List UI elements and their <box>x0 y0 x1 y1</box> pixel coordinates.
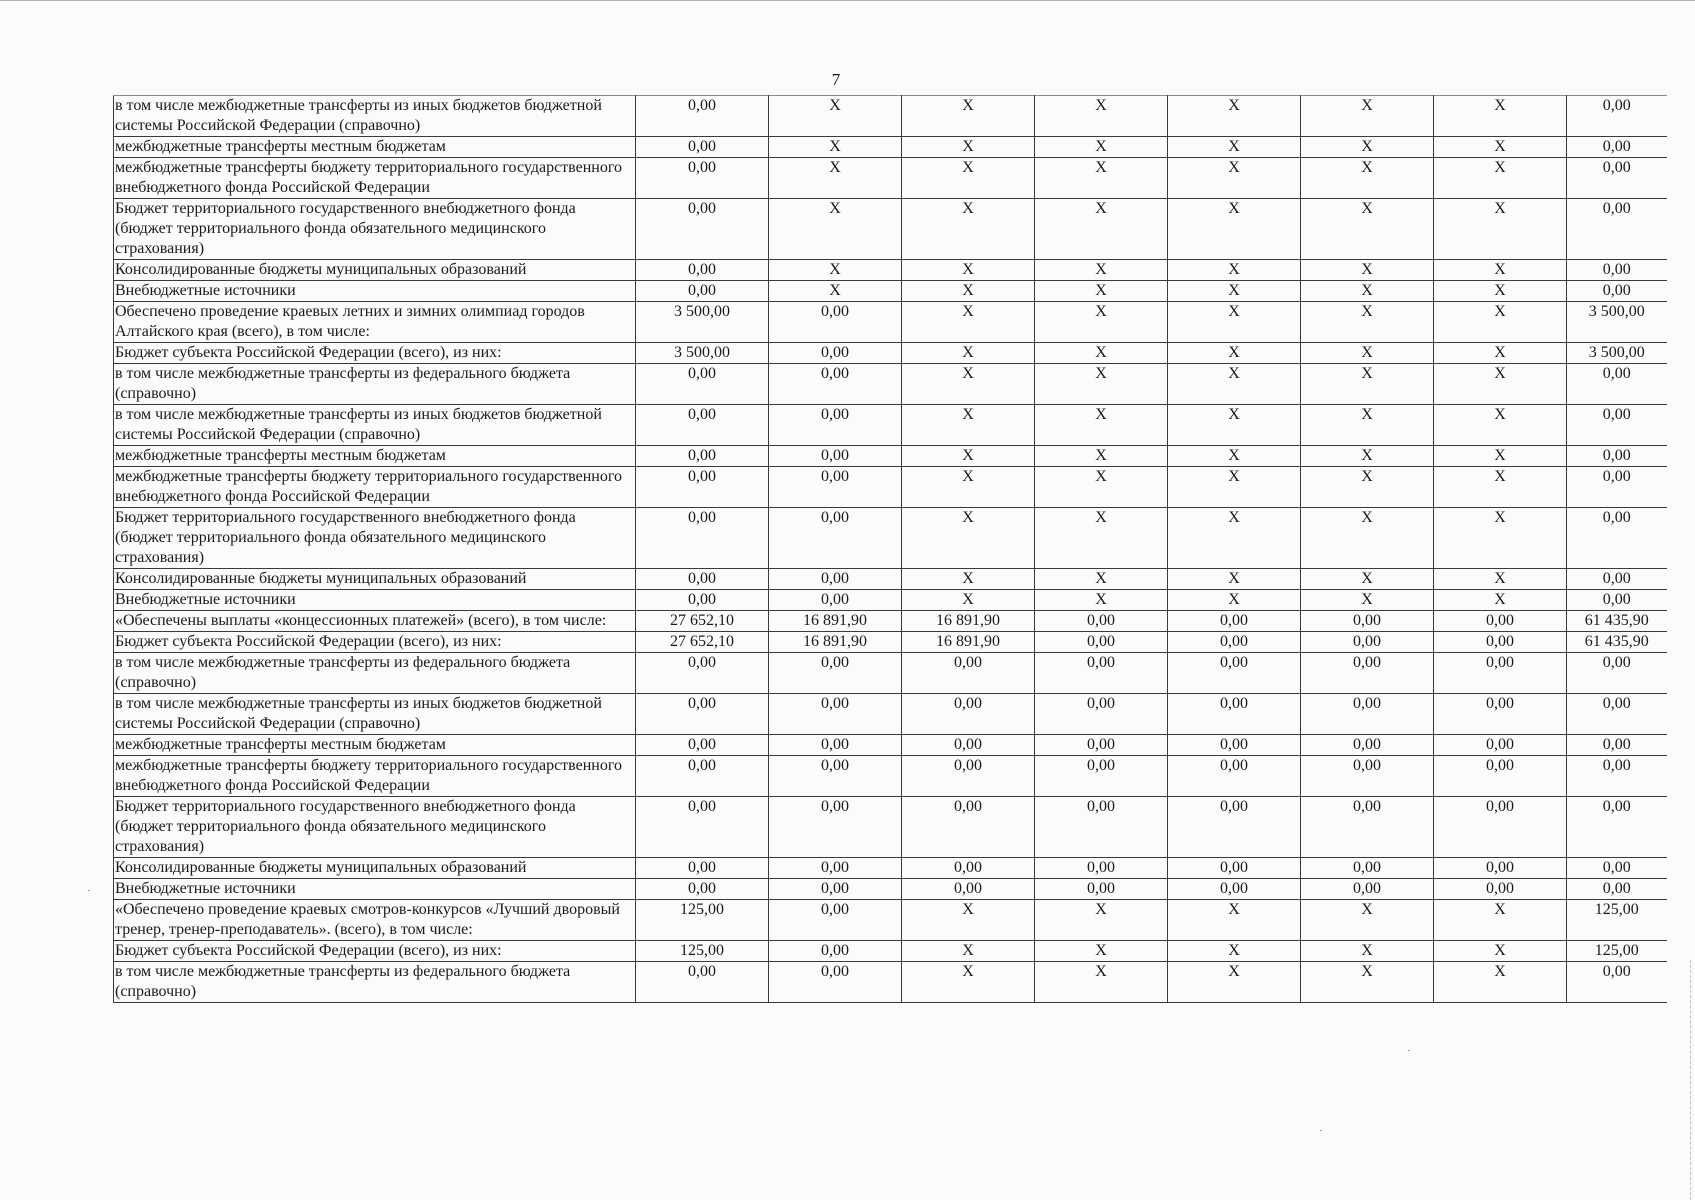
table-row <box>114 611 1667 632</box>
value-cell: X <box>1035 962 1168 1003</box>
value-cell: 0,00 <box>902 879 1035 900</box>
value-cell: X <box>1434 199 1567 260</box>
value-cell: 0,00 <box>769 756 902 797</box>
value-cell: 0,00 <box>902 858 1035 879</box>
value-cell: 0,00 <box>1567 96 1667 137</box>
value-cell: 0,00 <box>636 569 769 590</box>
value-cell: X <box>902 962 1035 1003</box>
value-cell: X <box>1035 137 1168 158</box>
table-row <box>114 569 1667 590</box>
row-label: Внебюджетные источники <box>114 590 636 611</box>
table-row <box>114 260 1667 281</box>
value-cell: 0,00 <box>1301 632 1434 653</box>
value-cell: 0,00 <box>1567 137 1667 158</box>
value-cell: X <box>1168 569 1301 590</box>
table-body <box>114 96 1667 1003</box>
value-cell: 0,00 <box>1301 756 1434 797</box>
value-cell: 0,00 <box>769 364 902 405</box>
value-cell: X <box>1434 508 1567 569</box>
value-cell: X <box>1301 590 1434 611</box>
value-cell: 0,00 <box>1301 858 1434 879</box>
row-label: в том числе межбюджетные трансферты из федерального бюджета (справочно) <box>114 962 636 1003</box>
value-cell: X <box>1168 281 1301 302</box>
value-cell: 0,00 <box>1434 694 1567 735</box>
value-cell: 125,00 <box>636 900 769 941</box>
value-cell: X <box>1168 446 1301 467</box>
table-row <box>114 302 1667 343</box>
value-cell: X <box>1035 199 1168 260</box>
value-cell: X <box>1301 302 1434 343</box>
row-label: в том числе межбюджетные трансферты из иных бюджетов бюджетной системы Российской Федерации (справочно) <box>114 405 636 446</box>
value-cell: 0,00 <box>1168 756 1301 797</box>
value-cell: 0,00 <box>1567 735 1667 756</box>
value-cell: 0,00 <box>1567 405 1667 446</box>
table-row <box>114 653 1667 694</box>
value-cell: X <box>902 941 1035 962</box>
value-cell: X <box>1301 96 1434 137</box>
value-cell: X <box>902 467 1035 508</box>
scan-speck <box>88 890 90 891</box>
value-cell: X <box>1434 158 1567 199</box>
value-cell: X <box>1168 96 1301 137</box>
value-cell: 0,00 <box>769 900 902 941</box>
value-cell: X <box>1168 900 1301 941</box>
value-cell: 0,00 <box>1035 735 1168 756</box>
table-row <box>114 137 1667 158</box>
value-cell: 0,00 <box>1168 653 1301 694</box>
row-label: Бюджет территориального государственного внебюджетного фонда (бюджет территориального фонда обязательного медицинского страхования) <box>114 199 636 260</box>
value-cell: X <box>1168 199 1301 260</box>
value-cell: 0,00 <box>636 508 769 569</box>
value-cell: X <box>1035 260 1168 281</box>
row-label: межбюджетные трансферты бюджету территориального государственного внебюджетного фонда Российской Федерации <box>114 158 636 199</box>
value-cell: 3 500,00 <box>1567 302 1667 343</box>
value-cell: 16 891,90 <box>769 632 902 653</box>
value-cell: X <box>1301 900 1434 941</box>
value-cell: 61 435,90 <box>1567 632 1667 653</box>
value-cell: X <box>1168 590 1301 611</box>
value-cell: X <box>1301 467 1434 508</box>
row-label: Бюджет территориального государственного внебюджетного фонда (бюджет территориального фонда обязательного медицинского страхования) <box>114 508 636 569</box>
value-cell: 3 500,00 <box>636 302 769 343</box>
value-cell: X <box>902 281 1035 302</box>
value-cell: 0,00 <box>902 653 1035 694</box>
value-cell: X <box>1168 302 1301 343</box>
table-row <box>114 446 1667 467</box>
table-row <box>114 941 1667 962</box>
table-row <box>114 756 1667 797</box>
table-row <box>114 632 1667 653</box>
value-cell: 0,00 <box>636 590 769 611</box>
value-cell: X <box>1434 405 1567 446</box>
value-cell: 0,00 <box>1434 858 1567 879</box>
value-cell: 0,00 <box>636 364 769 405</box>
value-cell: 0,00 <box>1301 735 1434 756</box>
value-cell: X <box>1035 900 1168 941</box>
value-cell: 0,00 <box>636 962 769 1003</box>
value-cell: X <box>1168 508 1301 569</box>
row-label: Консолидированные бюджеты муниципальных образований <box>114 260 636 281</box>
value-cell: 0,00 <box>1434 632 1567 653</box>
row-label: межбюджетные трансферты местным бюджетам <box>114 735 636 756</box>
value-cell: 0,00 <box>769 343 902 364</box>
value-cell: 0,00 <box>769 962 902 1003</box>
value-cell: 0,00 <box>1434 653 1567 694</box>
table-row <box>114 467 1667 508</box>
table-row <box>114 858 1667 879</box>
value-cell: 0,00 <box>636 756 769 797</box>
row-label: Бюджет субъекта Российской Федерации (всего), из них: <box>114 632 636 653</box>
value-cell: 0,00 <box>636 158 769 199</box>
value-cell: 0,00 <box>1567 879 1667 900</box>
row-label: межбюджетные трансферты местным бюджетам <box>114 137 636 158</box>
value-cell: X <box>1434 900 1567 941</box>
value-cell: X <box>1168 343 1301 364</box>
scan-speck <box>1320 1130 1322 1131</box>
value-cell: 0,00 <box>1035 797 1168 858</box>
value-cell: X <box>1168 158 1301 199</box>
value-cell: X <box>1035 343 1168 364</box>
value-cell: 0,00 <box>769 797 902 858</box>
value-cell: 0,00 <box>1434 735 1567 756</box>
value-cell: 0,00 <box>1567 260 1667 281</box>
table-row <box>114 405 1667 446</box>
value-cell: 0,00 <box>636 653 769 694</box>
value-cell: 0,00 <box>769 590 902 611</box>
value-cell: X <box>1434 343 1567 364</box>
value-cell: X <box>1168 941 1301 962</box>
value-cell: 0,00 <box>1567 962 1667 1003</box>
value-cell: 0,00 <box>1168 694 1301 735</box>
value-cell: X <box>1035 158 1168 199</box>
value-cell: X <box>1301 281 1434 302</box>
value-cell: 125,00 <box>1567 941 1667 962</box>
value-cell: X <box>1035 302 1168 343</box>
table-row <box>114 343 1667 364</box>
row-label: в том числе межбюджетные трансферты из иных бюджетов бюджетной системы Российской Федерации (справочно) <box>114 694 636 735</box>
scan-right-edge <box>1690 960 1691 1200</box>
value-cell: 3 500,00 <box>1567 343 1667 364</box>
value-cell: X <box>1301 260 1434 281</box>
row-label: Консолидированные бюджеты муниципальных образований <box>114 569 636 590</box>
table-row <box>114 694 1667 735</box>
table-row <box>114 508 1667 569</box>
table-row <box>114 590 1667 611</box>
value-cell: 16 891,90 <box>769 611 902 632</box>
value-cell: X <box>1035 569 1168 590</box>
value-cell: X <box>902 343 1035 364</box>
value-cell: 0,00 <box>1035 653 1168 694</box>
value-cell: 0,00 <box>1567 590 1667 611</box>
value-cell: 0,00 <box>1301 797 1434 858</box>
value-cell: 0,00 <box>636 797 769 858</box>
row-label: в том числе межбюджетные трансферты из федерального бюджета (справочно) <box>114 364 636 405</box>
value-cell: X <box>1168 260 1301 281</box>
value-cell: 0,00 <box>769 467 902 508</box>
row-label: «Обеспечены выплаты «концессионных платежей» (всего), в том числе: <box>114 611 636 632</box>
value-cell: 0,00 <box>769 569 902 590</box>
value-cell: X <box>1434 364 1567 405</box>
value-cell: 0,00 <box>1035 858 1168 879</box>
value-cell: 0,00 <box>902 735 1035 756</box>
row-label: Бюджет территориального государственного внебюджетного фонда (бюджет территориального фонда обязательного медицинского страхования) <box>114 797 636 858</box>
value-cell: 0,00 <box>1168 879 1301 900</box>
value-cell: X <box>1168 467 1301 508</box>
value-cell: 0,00 <box>1567 756 1667 797</box>
value-cell: 0,00 <box>1035 694 1168 735</box>
value-cell: X <box>1035 405 1168 446</box>
value-cell: X <box>1434 260 1567 281</box>
value-cell: 0,00 <box>902 756 1035 797</box>
table-row <box>114 199 1667 260</box>
value-cell: X <box>1434 96 1567 137</box>
value-cell: X <box>1434 302 1567 343</box>
value-cell: 16 891,90 <box>902 632 1035 653</box>
value-cell: X <box>1434 281 1567 302</box>
value-cell: 0,00 <box>1168 797 1301 858</box>
value-cell: X <box>1434 137 1567 158</box>
budget-table <box>113 95 1667 1003</box>
value-cell: 0,00 <box>769 858 902 879</box>
table-row <box>114 364 1667 405</box>
value-cell: X <box>902 569 1035 590</box>
value-cell: X <box>1301 962 1434 1003</box>
value-cell: 0,00 <box>769 735 902 756</box>
value-cell: 0,00 <box>1168 735 1301 756</box>
value-cell: 0,00 <box>1434 756 1567 797</box>
value-cell: 0,00 <box>1567 858 1667 879</box>
value-cell: X <box>769 158 902 199</box>
value-cell: 0,00 <box>1301 694 1434 735</box>
row-label: Консолидированные бюджеты муниципальных образований <box>114 858 636 879</box>
value-cell: X <box>1434 941 1567 962</box>
value-cell: 0,00 <box>1301 611 1434 632</box>
value-cell: 0,00 <box>636 137 769 158</box>
value-cell: 0,00 <box>902 797 1035 858</box>
value-cell: X <box>769 199 902 260</box>
value-cell: 0,00 <box>1168 611 1301 632</box>
value-cell: X <box>902 364 1035 405</box>
value-cell: 27 652,10 <box>636 611 769 632</box>
value-cell: X <box>902 96 1035 137</box>
row-label: Бюджет субъекта Российской Федерации (всего), из них: <box>114 343 636 364</box>
page-number: 7 <box>831 70 841 89</box>
value-cell: X <box>902 900 1035 941</box>
value-cell: X <box>902 199 1035 260</box>
value-cell: X <box>769 281 902 302</box>
value-cell: 16 891,90 <box>902 611 1035 632</box>
value-cell: 0,00 <box>1434 611 1567 632</box>
value-cell: 0,00 <box>1035 756 1168 797</box>
table-row <box>114 735 1667 756</box>
value-cell: X <box>1301 446 1434 467</box>
row-label: «Обеспечено проведение краевых смотров-конкурсов «Лучший дворовый тренер, тренер-преподаватель». (всего), в том числе: <box>114 900 636 941</box>
value-cell: 0,00 <box>1035 632 1168 653</box>
value-cell: X <box>1434 569 1567 590</box>
value-cell: X <box>902 260 1035 281</box>
value-cell: X <box>1301 137 1434 158</box>
value-cell: X <box>769 137 902 158</box>
row-label: в том числе межбюджетные трансферты из федерального бюджета (справочно) <box>114 653 636 694</box>
value-cell: X <box>1035 96 1168 137</box>
value-cell: X <box>1168 962 1301 1003</box>
value-cell: X <box>1301 199 1434 260</box>
value-cell: X <box>902 405 1035 446</box>
value-cell: 0,00 <box>1567 508 1667 569</box>
row-label: Внебюджетные источники <box>114 281 636 302</box>
value-cell: 0,00 <box>1168 858 1301 879</box>
row-label: межбюджетные трансферты бюджету территориального государственного внебюджетного фонда Российской Федерации <box>114 756 636 797</box>
value-cell: X <box>902 158 1035 199</box>
value-cell: 0,00 <box>636 735 769 756</box>
value-cell: 0,00 <box>636 96 769 137</box>
value-cell: 0,00 <box>769 694 902 735</box>
value-cell: 0,00 <box>769 653 902 694</box>
value-cell: 0,00 <box>1035 611 1168 632</box>
value-cell: X <box>1168 364 1301 405</box>
value-cell: X <box>1035 508 1168 569</box>
row-label: Внебюджетные источники <box>114 879 636 900</box>
value-cell: X <box>1301 343 1434 364</box>
value-cell: 0,00 <box>1168 632 1301 653</box>
value-cell: 0,00 <box>1567 569 1667 590</box>
value-cell: X <box>1035 590 1168 611</box>
value-cell: X <box>1168 137 1301 158</box>
value-cell: 0,00 <box>769 879 902 900</box>
value-cell: 0,00 <box>1567 446 1667 467</box>
top-rule <box>0 0 1695 1</box>
table-row <box>114 281 1667 302</box>
value-cell: 0,00 <box>1567 199 1667 260</box>
value-cell: X <box>1301 941 1434 962</box>
value-cell: 0,00 <box>636 199 769 260</box>
value-cell: 0,00 <box>1567 467 1667 508</box>
scan-speck <box>1408 1050 1410 1051</box>
value-cell: 0,00 <box>636 467 769 508</box>
value-cell: X <box>1035 446 1168 467</box>
value-cell: X <box>902 137 1035 158</box>
value-cell: 0,00 <box>1301 879 1434 900</box>
value-cell: X <box>1434 590 1567 611</box>
value-cell: 0,00 <box>1035 879 1168 900</box>
value-cell: 0,00 <box>1567 281 1667 302</box>
value-cell: 0,00 <box>1434 797 1567 858</box>
value-cell: X <box>1035 467 1168 508</box>
value-cell: X <box>769 260 902 281</box>
value-cell: 0,00 <box>769 405 902 446</box>
value-cell: X <box>1168 405 1301 446</box>
table-row <box>114 879 1667 900</box>
value-cell: 0,00 <box>769 446 902 467</box>
value-cell: 0,00 <box>636 405 769 446</box>
value-cell: X <box>1301 405 1434 446</box>
value-cell: X <box>1301 508 1434 569</box>
value-cell: 0,00 <box>636 446 769 467</box>
value-cell: 125,00 <box>1567 900 1667 941</box>
table-row <box>114 96 1667 137</box>
value-cell: X <box>1301 158 1434 199</box>
value-cell: 0,00 <box>769 508 902 569</box>
value-cell: 0,00 <box>1567 364 1667 405</box>
value-cell: X <box>902 590 1035 611</box>
table-row <box>114 158 1667 199</box>
value-cell: X <box>1035 364 1168 405</box>
value-cell: 0,00 <box>1567 694 1667 735</box>
value-cell: 0,00 <box>769 302 902 343</box>
value-cell: X <box>1301 569 1434 590</box>
value-cell: 0,00 <box>1434 879 1567 900</box>
row-label: межбюджетные трансферты местным бюджетам <box>114 446 636 467</box>
value-cell: 0,00 <box>636 694 769 735</box>
value-cell: 0,00 <box>1567 797 1667 858</box>
value-cell: 0,00 <box>1567 158 1667 199</box>
value-cell: X <box>1434 467 1567 508</box>
value-cell: 27 652,10 <box>636 632 769 653</box>
value-cell: 3 500,00 <box>636 343 769 364</box>
value-cell: 0,00 <box>902 694 1035 735</box>
value-cell: X <box>902 508 1035 569</box>
row-label: в том числе межбюджетные трансферты из иных бюджетов бюджетной системы Российской Федерации (справочно) <box>114 96 636 137</box>
value-cell: 0,00 <box>769 941 902 962</box>
value-cell: X <box>769 96 902 137</box>
value-cell: X <box>902 446 1035 467</box>
row-label: Обеспечено проведение краевых летних и зимних олимпиад городов Алтайского края (всего), в том числе: <box>114 302 636 343</box>
value-cell: 0,00 <box>1567 653 1667 694</box>
table-row <box>114 900 1667 941</box>
value-cell: 0,00 <box>636 858 769 879</box>
value-cell: 0,00 <box>1301 653 1434 694</box>
value-cell: X <box>1035 281 1168 302</box>
value-cell: 0,00 <box>636 260 769 281</box>
value-cell: X <box>1301 364 1434 405</box>
value-cell: X <box>1035 941 1168 962</box>
value-cell: X <box>902 302 1035 343</box>
table-row <box>114 797 1667 858</box>
value-cell: 0,00 <box>636 879 769 900</box>
value-cell: X <box>1434 446 1567 467</box>
table-row <box>114 962 1667 1003</box>
row-label: Бюджет субъекта Российской Федерации (всего), из них: <box>114 941 636 962</box>
value-cell: 61 435,90 <box>1567 611 1667 632</box>
row-label: межбюджетные трансферты бюджету территориального государственного внебюджетного фонда Российской Федерации <box>114 467 636 508</box>
value-cell: 0,00 <box>636 281 769 302</box>
value-cell: 125,00 <box>636 941 769 962</box>
value-cell: X <box>1434 962 1567 1003</box>
